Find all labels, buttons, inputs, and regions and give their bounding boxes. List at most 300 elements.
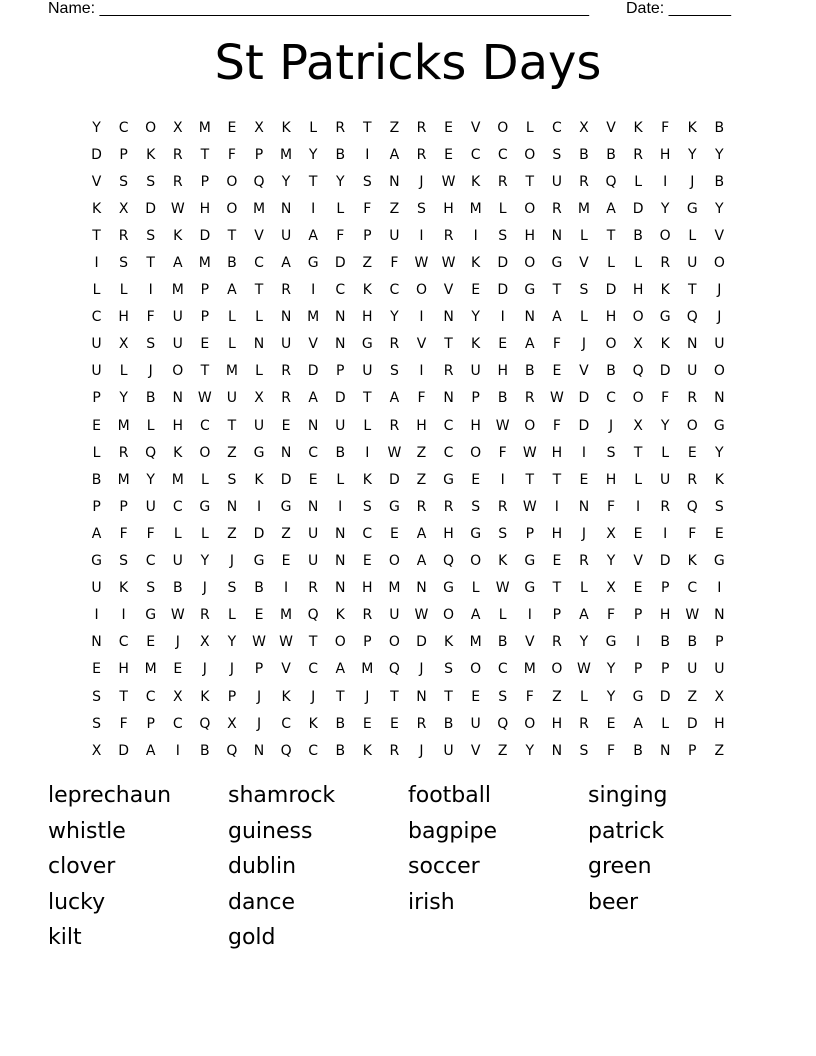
grid-letter[interactable]: Z	[497, 742, 508, 759]
grid-letter[interactable]: G	[524, 282, 536, 299]
grid-letter[interactable]: O	[497, 119, 509, 136]
grid-letter[interactable]: O	[524, 146, 536, 163]
grid-letter[interactable]: V	[606, 119, 616, 136]
grid-letter[interactable]: D	[199, 227, 211, 244]
grid-letter[interactable]: H	[172, 417, 184, 434]
grid-letter[interactable]: P	[525, 525, 535, 542]
grid-letter[interactable]: O	[226, 173, 238, 190]
grid-letter[interactable]: P	[633, 661, 643, 678]
grid-letter[interactable]: R	[687, 471, 698, 488]
grid-letter[interactable]: N	[551, 227, 563, 244]
grid-letter[interactable]: U	[389, 607, 400, 624]
grid-letter[interactable]: D	[659, 688, 671, 705]
grid-letter[interactable]: J	[581, 525, 587, 542]
grid-letter[interactable]: E	[308, 471, 318, 488]
grid-letter[interactable]: M	[117, 417, 130, 434]
grid-letter[interactable]: T	[227, 227, 237, 244]
grid-letter[interactable]: N	[551, 742, 563, 759]
grid-letter[interactable]: B	[200, 742, 210, 759]
grid-letter[interactable]: I	[419, 309, 424, 326]
grid-letter[interactable]: Q	[280, 742, 292, 759]
grid-letter[interactable]: L	[580, 688, 588, 705]
grid-letter[interactable]: Y	[687, 146, 697, 163]
grid-letter[interactable]: M	[198, 255, 211, 272]
grid-letter[interactable]: N	[253, 336, 265, 353]
grid-letter[interactable]: O	[713, 255, 725, 272]
grid-letter[interactable]: U	[172, 336, 183, 353]
grid-letter[interactable]: P	[552, 607, 562, 624]
grid-letter[interactable]: N	[416, 580, 427, 597]
grid-letter[interactable]: H	[497, 363, 508, 380]
grid-letter[interactable]: J	[175, 634, 180, 651]
grid-letter[interactable]: U	[280, 336, 292, 353]
grid-letter[interactable]: M	[577, 200, 590, 217]
grid-letter[interactable]: F	[552, 336, 561, 353]
grid-letter[interactable]: M	[171, 282, 184, 299]
grid-letter[interactable]: J	[717, 309, 722, 326]
grid-letter[interactable]: T	[687, 282, 697, 299]
grid-letter[interactable]: E	[254, 607, 264, 624]
grid-letter[interactable]: U	[145, 498, 156, 515]
grid-letter[interactable]: Y	[660, 417, 670, 434]
grid-letter[interactable]: L	[471, 580, 480, 597]
grid-letter[interactable]: H	[199, 200, 211, 217]
grid-letter[interactable]: B	[145, 390, 156, 407]
grid-letter[interactable]: J	[690, 173, 695, 190]
grid-letter[interactable]: Y	[281, 173, 291, 190]
grid-letter[interactable]: L	[580, 309, 588, 326]
grid-letter[interactable]: C	[172, 715, 183, 732]
grid-letter[interactable]: R	[335, 119, 346, 136]
grid-letter[interactable]: Y	[606, 688, 616, 705]
grid-letter[interactable]: M	[469, 634, 482, 651]
grid-letter[interactable]: S	[119, 553, 129, 570]
grid-letter[interactable]: R	[660, 498, 671, 515]
grid-letter[interactable]: L	[661, 444, 670, 461]
grid-letter[interactable]: P	[688, 742, 697, 759]
grid-letter[interactable]: Z	[362, 255, 373, 272]
grid-letter[interactable]: K	[362, 742, 372, 759]
grid-letter[interactable]: K	[308, 715, 318, 732]
grid-letter[interactable]: V	[308, 336, 318, 353]
grid-letter[interactable]: T	[200, 363, 210, 380]
grid-letter[interactable]: U	[362, 363, 373, 380]
grid-letter[interactable]: R	[199, 607, 210, 624]
grid-letter[interactable]: V	[91, 173, 102, 190]
grid-letter[interactable]: T	[308, 173, 318, 190]
grid-letter[interactable]: O	[524, 417, 536, 434]
grid-letter[interactable]: C	[308, 661, 319, 678]
grid-letter[interactable]: A	[470, 607, 481, 624]
grid-letter[interactable]: D	[578, 390, 590, 407]
grid-letter[interactable]: D	[686, 715, 698, 732]
grid-letter[interactable]: Q	[686, 309, 698, 326]
grid-letter[interactable]: M	[523, 661, 536, 678]
grid-letter[interactable]: N	[335, 525, 346, 542]
grid-letter[interactable]: X	[200, 634, 210, 651]
grid-letter[interactable]: R	[552, 634, 562, 651]
grid-letter[interactable]: L	[634, 471, 642, 488]
grid-letter[interactable]: O	[605, 336, 617, 353]
grid-letter[interactable]: B	[660, 634, 670, 651]
grid-letter[interactable]: H	[632, 282, 644, 299]
grid-letter[interactable]: Y	[715, 146, 724, 163]
grid-letter[interactable]: K	[91, 200, 102, 217]
grid-letter[interactable]: I	[663, 525, 668, 542]
grid-letter[interactable]: F	[606, 742, 616, 759]
grid-letter[interactable]: X	[254, 119, 264, 136]
grid-letter[interactable]: I	[419, 227, 424, 244]
grid-letter[interactable]: Z	[389, 119, 400, 136]
grid-letter[interactable]: U	[470, 715, 481, 732]
grid-letter[interactable]: I	[338, 498, 343, 515]
grid-letter[interactable]: G	[91, 553, 102, 570]
grid-letter[interactable]: N	[253, 742, 265, 759]
grid-letter[interactable]: D	[659, 363, 671, 380]
grid-letter[interactable]: K	[471, 255, 481, 272]
grid-letter[interactable]: L	[498, 607, 507, 624]
grid-letter[interactable]: P	[92, 498, 101, 515]
grid-letter[interactable]: G	[361, 336, 373, 353]
grid-letter[interactable]: N	[226, 498, 238, 515]
grid-letter[interactable]: N	[714, 607, 725, 624]
grid-letter[interactable]: F	[606, 498, 616, 515]
grid-letter[interactable]: Y	[390, 309, 399, 326]
grid-letter[interactable]: A	[172, 255, 183, 272]
grid-letter[interactable]: T	[200, 146, 210, 163]
grid-letter[interactable]: N	[91, 634, 102, 651]
grid-letter[interactable]: A	[416, 525, 427, 542]
grid-letter[interactable]: E	[687, 444, 697, 461]
grid-letter[interactable]: V	[443, 282, 454, 299]
grid-letter[interactable]: Y	[92, 119, 101, 136]
grid-letter[interactable]: C	[145, 553, 156, 570]
grid-letter[interactable]: B	[579, 146, 589, 163]
grid-letter[interactable]: N	[335, 336, 346, 353]
grid-letter[interactable]: L	[525, 119, 534, 136]
grid-letter[interactable]: D	[632, 200, 644, 217]
grid-letter[interactable]: G	[199, 498, 211, 515]
grid-letter[interactable]: H	[524, 227, 536, 244]
grid-letter[interactable]: B	[606, 363, 616, 380]
grid-letter[interactable]: K	[687, 553, 697, 570]
grid-letter[interactable]: O	[470, 444, 482, 461]
grid-letter[interactable]: P	[363, 227, 372, 244]
grid-letter[interactable]: I	[311, 200, 316, 217]
grid-letter[interactable]: W	[414, 607, 429, 624]
grid-letter[interactable]: S	[471, 498, 481, 515]
grid-letter[interactable]: W	[549, 390, 564, 407]
grid-letter[interactable]: I	[94, 607, 99, 624]
grid-letter[interactable]: W	[495, 417, 510, 434]
grid-letter[interactable]: C	[443, 444, 454, 461]
grid-letter[interactable]: C	[118, 119, 129, 136]
grid-letter[interactable]: S	[227, 580, 237, 597]
grid-letter[interactable]: H	[551, 525, 563, 542]
grid-letter[interactable]: O	[659, 227, 671, 244]
grid-letter[interactable]: U	[687, 255, 698, 272]
grid-letter[interactable]: S	[146, 227, 156, 244]
grid-letter[interactable]: L	[580, 580, 588, 597]
grid-letter[interactable]: R	[416, 715, 427, 732]
grid-letter[interactable]: S	[579, 282, 589, 299]
grid-letter[interactable]: U	[172, 553, 183, 570]
grid-letter[interactable]: T	[444, 688, 453, 705]
grid-letter[interactable]: O	[470, 553, 482, 570]
grid-letter[interactable]: U	[226, 390, 238, 407]
grid-letter[interactable]: Q	[226, 742, 238, 759]
grid-letter[interactable]: C	[335, 282, 346, 299]
grid-letter[interactable]: V	[470, 742, 481, 759]
grid-letter[interactable]: R	[118, 227, 129, 244]
grid-letter[interactable]: K	[173, 227, 183, 244]
grid-letter[interactable]: I	[94, 255, 99, 272]
grid-letter[interactable]: U	[687, 363, 698, 380]
grid-letter[interactable]: E	[92, 417, 101, 434]
grid-letter[interactable]: J	[717, 282, 722, 299]
grid-letter[interactable]: L	[255, 309, 263, 326]
grid-letter[interactable]: B	[714, 119, 725, 136]
grid-letter[interactable]: F	[417, 390, 426, 407]
grid-letter[interactable]: R	[416, 119, 427, 136]
grid-letter[interactable]: T	[444, 336, 453, 353]
grid-letter[interactable]: J	[202, 580, 207, 597]
grid-letter[interactable]: Z	[687, 688, 698, 705]
grid-letter[interactable]: E	[92, 661, 101, 678]
grid-letter[interactable]: H	[118, 661, 129, 678]
grid-letter[interactable]: Q	[145, 444, 157, 461]
grid-letter[interactable]: X	[172, 119, 183, 136]
grid-letter[interactable]: M	[361, 661, 374, 678]
grid-letter[interactable]: B	[497, 634, 508, 651]
grid-letter[interactable]: K	[714, 471, 724, 488]
grid-letter[interactable]: M	[307, 309, 320, 326]
grid-letter[interactable]: H	[659, 607, 671, 624]
grid-letter[interactable]: S	[498, 688, 508, 705]
grid-letter[interactable]: P	[119, 146, 128, 163]
grid-letter[interactable]: L	[200, 471, 209, 488]
grid-letter[interactable]: N	[443, 309, 454, 326]
grid-letter[interactable]: J	[202, 661, 207, 678]
grid-letter[interactable]: P	[471, 390, 480, 407]
grid-letter[interactable]: G	[443, 580, 454, 597]
grid-letter[interactable]: E	[471, 282, 481, 299]
grid-letter[interactable]: V	[579, 255, 589, 272]
grid-letter[interactable]: S	[444, 661, 453, 678]
grid-letter[interactable]: U	[280, 227, 292, 244]
grid-letter[interactable]: B	[335, 715, 346, 732]
grid-letter[interactable]: J	[256, 715, 262, 732]
grid-letter[interactable]: T	[363, 390, 372, 407]
grid-letter[interactable]: Z	[416, 471, 427, 488]
grid-letter[interactable]: O	[172, 363, 184, 380]
grid-letter[interactable]: Y	[146, 471, 155, 488]
grid-letter[interactable]: A	[389, 146, 400, 163]
grid-letter[interactable]: T	[146, 255, 155, 272]
grid-letter[interactable]: D	[91, 146, 102, 163]
grid-letter[interactable]: X	[227, 715, 237, 732]
grid-letter[interactable]: O	[524, 715, 536, 732]
grid-letter[interactable]: W	[170, 200, 185, 217]
grid-letter[interactable]: B	[335, 444, 346, 461]
grid-letter[interactable]: Q	[443, 553, 455, 570]
grid-letter[interactable]: H	[443, 525, 454, 542]
grid-letter[interactable]: V	[525, 634, 535, 651]
grid-letter[interactable]: F	[606, 607, 616, 624]
grid-letter[interactable]: S	[119, 255, 129, 272]
grid-letter[interactable]: S	[389, 363, 399, 380]
grid-letter[interactable]: R	[416, 498, 427, 515]
grid-letter[interactable]: B	[497, 390, 508, 407]
grid-letter[interactable]: G	[713, 553, 725, 570]
grid-letter[interactable]: T	[633, 444, 643, 461]
grid-letter[interactable]: L	[119, 282, 128, 299]
grid-letter[interactable]: V	[281, 661, 291, 678]
grid-letter[interactable]: U	[308, 553, 319, 570]
grid-letter[interactable]: A	[633, 715, 643, 732]
grid-letter[interactable]: L	[688, 227, 697, 244]
grid-letter[interactable]: A	[525, 336, 535, 353]
grid-letter[interactable]: D	[334, 390, 346, 407]
grid-letter[interactable]: M	[280, 146, 293, 163]
grid-letter[interactable]: O	[524, 200, 536, 217]
grid-letter[interactable]: K	[362, 282, 372, 299]
grid-letter[interactable]: L	[92, 282, 101, 299]
grid-letter[interactable]: N	[524, 309, 536, 326]
grid-letter[interactable]: I	[365, 146, 370, 163]
grid-letter[interactable]: S	[92, 715, 101, 732]
grid-letter[interactable]: S	[579, 742, 589, 759]
grid-letter[interactable]: C	[145, 688, 156, 705]
grid-letter[interactable]: P	[200, 309, 210, 326]
grid-letter[interactable]: G	[470, 525, 482, 542]
grid-letter[interactable]: O	[551, 661, 563, 678]
grid-letter[interactable]: E	[227, 119, 237, 136]
grid-letter[interactable]: F	[688, 525, 697, 542]
grid-letter[interactable]: U	[551, 173, 562, 190]
grid-letter[interactable]: T	[552, 471, 562, 488]
grid-letter[interactable]: M	[171, 471, 184, 488]
grid-letter[interactable]: L	[228, 309, 236, 326]
grid-letter[interactable]: W	[170, 607, 185, 624]
grid-letter[interactable]: G	[280, 498, 292, 515]
grid-letter[interactable]: R	[687, 390, 698, 407]
grid-letter[interactable]: I	[284, 580, 289, 597]
grid-letter[interactable]: B	[172, 580, 183, 597]
grid-letter[interactable]: I	[256, 498, 262, 515]
grid-letter[interactable]: Q	[199, 715, 211, 732]
grid-letter[interactable]: I	[500, 309, 505, 326]
grid-letter[interactable]: D	[307, 363, 319, 380]
grid-letter[interactable]: K	[471, 336, 481, 353]
grid-letter[interactable]: K	[200, 688, 210, 705]
grid-letter[interactable]: U	[687, 661, 698, 678]
grid-letter[interactable]: T	[606, 227, 616, 244]
grid-letter[interactable]: A	[552, 309, 562, 326]
grid-letter[interactable]: S	[146, 580, 156, 597]
grid-letter[interactable]: O	[632, 390, 644, 407]
grid-letter[interactable]: S	[146, 173, 156, 190]
grid-letter[interactable]: R	[416, 146, 427, 163]
grid-letter[interactable]: F	[661, 119, 670, 136]
grid-letter[interactable]: G	[307, 255, 319, 272]
grid-letter[interactable]: D	[659, 553, 671, 570]
grid-letter[interactable]: W	[441, 255, 456, 272]
grid-letter[interactable]: I	[311, 282, 316, 299]
grid-letter[interactable]: G	[659, 309, 671, 326]
grid-letter[interactable]: E	[633, 580, 643, 597]
grid-letter[interactable]: K	[660, 336, 670, 353]
grid-letter[interactable]: O	[686, 417, 698, 434]
grid-letter[interactable]: E	[552, 363, 562, 380]
grid-letter[interactable]: J	[148, 363, 153, 380]
grid-letter[interactable]: Y	[119, 390, 128, 407]
grid-letter[interactable]: W	[685, 607, 700, 624]
grid-letter[interactable]: G	[443, 471, 454, 488]
grid-letter[interactable]: H	[118, 309, 129, 326]
grid-letter[interactable]: P	[200, 173, 210, 190]
grid-letter[interactable]: O	[334, 634, 346, 651]
grid-letter[interactable]: E	[606, 715, 616, 732]
grid-letter[interactable]: G	[524, 553, 536, 570]
grid-letter[interactable]: E	[579, 471, 589, 488]
grid-letter[interactable]: K	[254, 471, 264, 488]
grid-letter[interactable]: K	[443, 634, 454, 651]
grid-letter[interactable]: P	[254, 146, 264, 163]
grid-letter[interactable]: U	[714, 336, 725, 353]
grid-letter[interactable]: R	[443, 498, 454, 515]
grid-letter[interactable]: X	[91, 742, 102, 759]
grid-letter[interactable]: N	[280, 200, 292, 217]
grid-letter[interactable]: O	[524, 255, 536, 272]
grid-letter[interactable]: R	[524, 390, 535, 407]
grid-letter[interactable]: R	[281, 390, 291, 407]
grid-letter[interactable]: V	[254, 227, 264, 244]
grid-letter[interactable]: R	[633, 146, 643, 163]
grid-letter[interactable]: U	[91, 336, 102, 353]
grid-letter[interactable]: B	[443, 715, 454, 732]
grid-letter[interactable]: E	[552, 553, 562, 570]
grid-letter[interactable]: O	[199, 444, 211, 461]
grid-letter[interactable]: R	[443, 363, 454, 380]
grid-letter[interactable]: K	[362, 471, 372, 488]
name-field[interactable]: Name: _______________________________________________________	[48, 0, 589, 17]
grid-letter[interactable]: T	[552, 282, 562, 299]
grid-letter[interactable]: C	[470, 146, 481, 163]
grid-letter[interactable]: S	[227, 471, 237, 488]
grid-letter[interactable]: L	[634, 255, 642, 272]
grid-letter[interactable]: J	[229, 553, 234, 570]
grid-letter[interactable]: C	[389, 282, 400, 299]
grid-letter[interactable]: I	[473, 227, 478, 244]
grid-letter[interactable]: L	[363, 417, 372, 434]
grid-letter[interactable]: J	[229, 661, 234, 678]
grid-letter[interactable]: T	[254, 282, 264, 299]
grid-letter[interactable]: H	[551, 444, 563, 461]
grid-letter[interactable]: K	[687, 119, 697, 136]
grid-letter[interactable]: L	[200, 525, 209, 542]
grid-letter[interactable]: R	[389, 742, 400, 759]
grid-letter[interactable]: Y	[308, 146, 318, 163]
grid-letter[interactable]: B	[524, 363, 535, 380]
grid-letter[interactable]: A	[606, 200, 616, 217]
grid-letter[interactable]: L	[228, 607, 236, 624]
grid-letter[interactable]: F	[498, 444, 507, 461]
grid-letter[interactable]: F	[119, 525, 128, 542]
grid-letter[interactable]: G	[253, 444, 265, 461]
grid-letter[interactable]: F	[552, 417, 561, 434]
grid-letter[interactable]: Y	[715, 200, 724, 217]
